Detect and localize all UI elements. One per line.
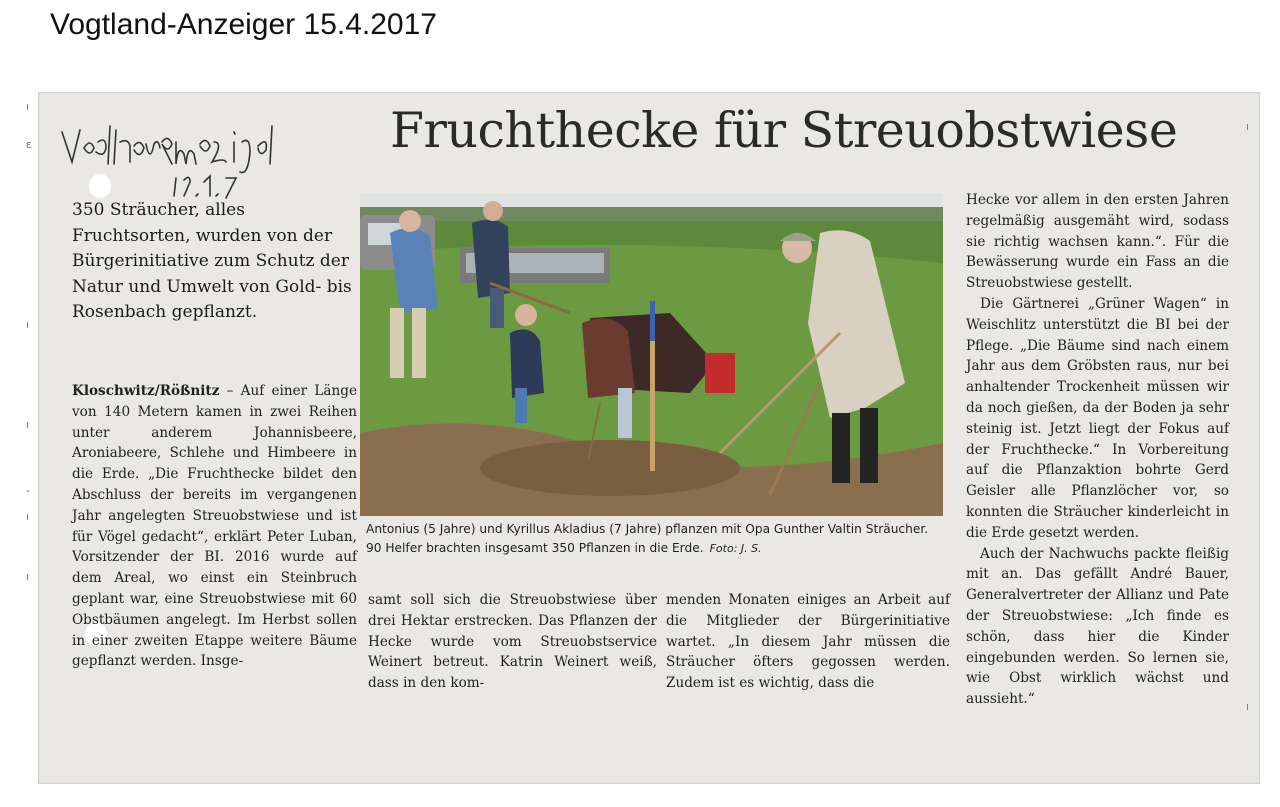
photo-caption <box>366 520 946 558</box>
headline: Fruchthecke für Streuobstwiese <box>390 102 1178 159</box>
handwritten-signature-mark <box>58 112 338 202</box>
photo-credit: Foto: J. S. <box>709 542 762 555</box>
article-column-4 <box>966 190 1229 710</box>
article-column-1 <box>72 381 357 672</box>
article-column-3: menden Monaten einiges an Arbeit auf die Mitglieder der Bürgerinitiative wartet. „In diesem Jahr müssen die Sträucher öfters gegossen werden. Zudem ist es wichtig, dass die <box>666 592 950 692</box>
left-margin-marks: ı ε ı ı - ı ı <box>26 100 32 583</box>
column-4-paragraph-1: Hecke vor allem in den ersten Jahren regelmäßig ausgemäht wird, sodass sie richtig wachsen kann.“. Für die Bewässerung wurde ein Fass an die Streuobstwiese gestellt. <box>966 192 1229 292</box>
right-margin-marks: ı ı <box>1246 120 1250 713</box>
caption-text: Antonius (5 Jahre) und Kyrillus Akladius (7 Jahre) pflanzen mit Opa Gunther Valtin Sträucher. 90 Helfer brachten insgesamt 350 Pflanzen in die Erde. <box>366 522 929 555</box>
column-1-text: – Auf einer Länge von 140 Metern kamen in zwei Reihen unter anderem Johannisbeere, Aroniabeere, Schlehe und Himbeere in die Erde. „Die Fruchthecke bildet den Abschluss der bereits im vergangenen Jahr angelegten Streuobstwiese und ist für Vögel gedacht“, erklärt Peter Luban, Vorsitzender der BI. 2016 wurde auf dem Areal, wo einst ein Steinbruch geplant war, eine Streuobstwiese mit 60 Obstbäumen angelegt. Im Herbst sollen in einer zweiten Etappe weitere Bäume gepflanzt werden. Insge- <box>72 383 357 670</box>
column-4-paragraph-2: Die Gärtnerei „Grüner Wagen“ in Weischlitz unterstützt die BI bei der Pflege. „Die Bäume sind nach einem Jahr aus dem Gröbsten raus, nur bei anhaltender Trockenheit müssen wir da noch gießen, da der Boden ja sehr steinig ist. Jetzt liegt der Fokus auf der Fruchthecke.“ In Vorbereitung auf die Pflanzaktion bohrte Gerd Geisler alle Pflanzlöcher vor, so konnten die Sträucher kinderleicht in die Erde gesetzt werden. <box>966 295 1229 541</box>
dateline: Kloschwitz/Rößnitz <box>72 383 220 399</box>
planting-scene-photo <box>360 193 943 516</box>
source-label: Vogtland-Anzeiger 15.4.2017 <box>50 8 437 41</box>
article-column-2: samt soll sich die Streuobstwiese über drei Hektar erstrecken. Das Pflanzen der Hecke wurde vom Streuobstservice Weinert betreut. Katrin Weinert weiß, dass in den kom- <box>368 592 657 692</box>
column-4-paragraph-3: Auch der Nachwuchs packte fleißig mit an. Das gefällt André Bauer, Generalvertreter der Allianz und Pate der Streuobstwiese: „Ich finde es schön, dass hier die Kinder eingebunden werden. So lernen sie, wie Obst wirklich wächst und aussieht.“ <box>966 545 1229 708</box>
article-photo <box>360 193 943 516</box>
lead-paragraph: 350 Sträucher, alles Fruchtsorten, wurden von der Bürgerinitiative zum Schutz der Natur und Umwelt von Gold- bis Rosenbach gepflanzt. <box>72 200 352 322</box>
